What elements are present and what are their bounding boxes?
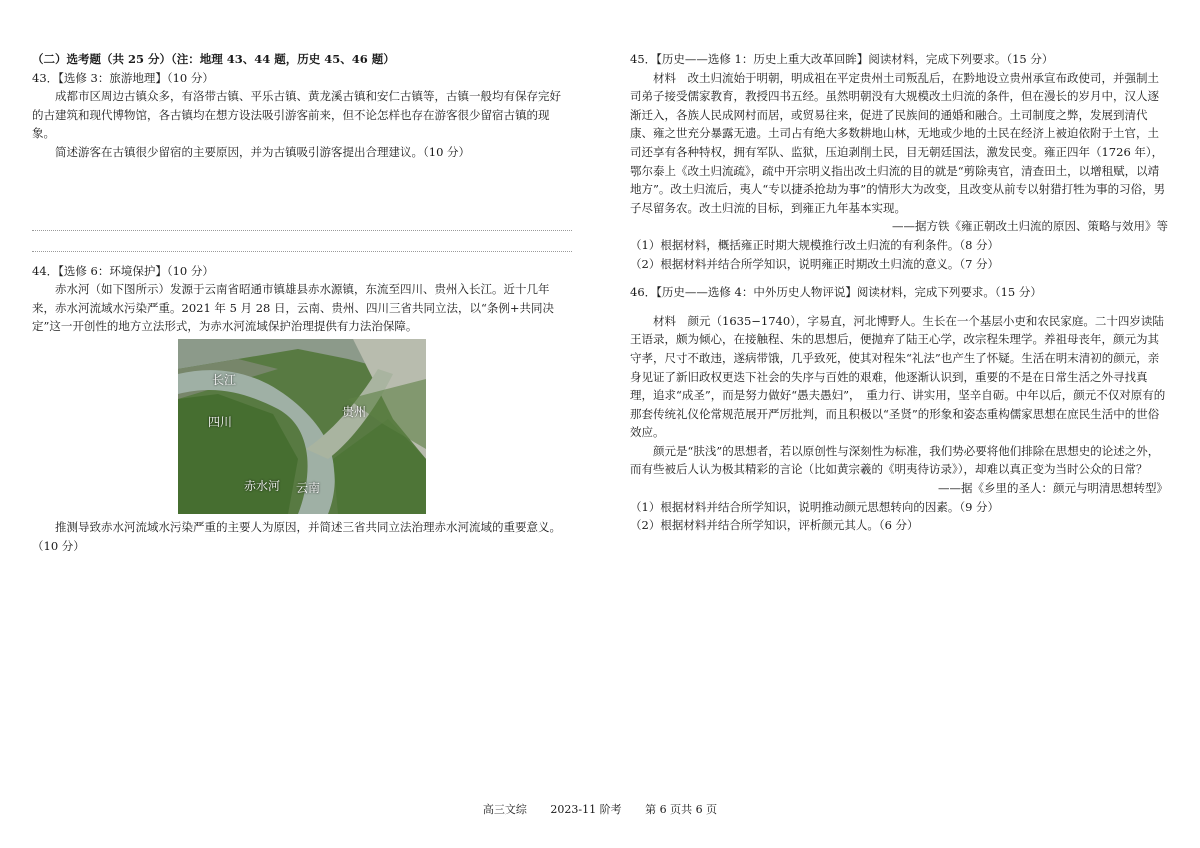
- q45-sub1: （1）根据材料，概括雍正时期大规模推行改土归流的有利条件。（8 分）: [630, 237, 1000, 252]
- label-changjiang: 长江: [212, 372, 237, 387]
- footer-page: 第 6 页共 6 页: [645, 803, 718, 816]
- q46-sub1: （1）根据材料并结合所学知识，说明推动颜元思想转向的因素。（9 分）: [630, 499, 1000, 514]
- right-column: [630, 50, 1168, 535]
- q43-question: 简述游客在古镇很少留宿的主要原因，并为古镇吸引游客提出合理建议。（10 分）: [55, 144, 471, 159]
- q46-sub2: （2）根据材料并结合所学知识，评析颜元其人。（6 分）: [630, 518, 919, 533]
- q46-title: 46．【历史——选修 4：中外历史人物评说】阅读材料，完成下列要求。（15 分）: [630, 285, 1042, 300]
- q44-material: 赤水河（如下图所示）发源于云南省昭通市镇雄县赤水源镇，东流至四川、贵州入长江。近十几年来，赤水河流域水污染严重。2021 年 5 月 28 日，云南、贵州、四川三省共同立法，以“条例+共同决定”这一开创性的地方立法形式，为赤水河流域保护治理提供有力法治保障。: [32, 282, 555, 334]
- answer-divider: [32, 216, 572, 231]
- q45-title: 45．【历史——选修 1：历史上重大改革回眸】阅读材料，完成下列要求。（15 分）: [630, 52, 1054, 66]
- q45-sub2: （2）根据材料并结合所学知识，说明雍正时期改土归流的意义。（7 分）: [630, 256, 1000, 271]
- left-column: [32, 50, 572, 555]
- chishui-river-photo: [178, 339, 426, 514]
- q45-source: ——据方铁《雍正朝改土归流的原因、策略与效用》等: [892, 219, 1168, 234]
- section-title: （二）选考题（共 25 分）（注：地理 43、44 题，历史 45、46 题）: [32, 52, 395, 66]
- page-footer: [0, 801, 1200, 817]
- answer-divider: [32, 237, 572, 252]
- q46-material1: 材料 颜元（1635−1740），字易直，河北博野人。生长在一个基层小吏和农民家庭。二十四岁读陆王语录，颇为倾心，在接触程、朱的思想后，便抛弃了陆王心学，改宗程朱理学。养祖母丧年，颜元为其守孝，尺寸不敢违，遂病带饿，几乎致死，使其对程朱“礼法”也产生了怀疑。生活在明末清初的颜元，亲身见证了新旧政权更迭下社会的失序与百姓的艰难，他逐渐认识到，重要的不是在日常生活之外寻找真理，追求“成圣”，而是努力做好“愚夫愚妇”， 重力行、讲实用，坚辛自砺。中年以后，颜元不仅对原有的那套传统礼仪伦常规范展开严厉批判，而且积极以“圣贤”的形象和姿态重构儒家思想在庶民生活中的世俗效应。: [630, 313, 1166, 440]
- q46-material2: 颜元是“肤浅”的思想者，若以原创性与深刻性为标准，我们势必要将他们排除在思想史的论述之外，而有些被后人认为极其精彩的言论（比如黄宗羲的《明夷待访录》），却难以真正变为当时公众的日常？: [630, 443, 1160, 477]
- q44-question: 推测导致赤水河流域水污染严重的主要人为原因，并简述三省共同立法治理赤水河流域的重要意义。（10 分）: [32, 519, 561, 553]
- label-yunnan: 云南: [296, 480, 321, 495]
- footer-exam: 2023-11 阶考: [550, 803, 622, 816]
- label-chishuihe: 赤水河: [244, 478, 281, 493]
- label-guizhou: 贵州: [342, 404, 367, 419]
- q45-material: 材料 改土归流始于明朝，明成祖在平定贵州土司叛乱后，在黔地设立贵州承宣布政使司，并强制土司弟子接受儒家教育，教授四书五经。虽然明朝没有大规模改土归流的条件，但在漫长的岁月中，汉人逐渐迁入，各族人民成网村而居，或贸易往来，促进了民族间的通婚和融合。土司制度之弊，发展到清代康、雍之世充分暴露无遗。土司占有绝大多数耕地山林，无地或少地的土民在经济上被迫依附于土官，土司还享有各种特权，拥有军队、监狱，压迫剥削土民，目无朝廷国法，激发民变。雍正四年（1726 年），鄂尔泰上《改土归流疏》，疏中开宗明义指出改土归流的目的就是“剪除夷官，清查田土，以增租赋，以靖地方”。改土归流后，夷人“专以捷杀抢劫为事”的情形大为改变，且改变从前专以射猎打牲为事的习俗，男子尽留务农。改土归流的目标，到雍正九年基本实现。: [630, 70, 1166, 215]
- label-sichuan: 四川: [208, 414, 233, 429]
- q43-title: 43．【选修 3：旅游地理】（10 分）: [32, 70, 214, 85]
- footer-subject: 高三文综: [482, 803, 527, 816]
- q46-source: ——据《乡里的圣人：颜元与明清思想转型》: [938, 481, 1168, 496]
- q43-material: 成都市区周边古镇众多，有洛带古镇、平乐古镇、黄龙溪古镇和安仁古镇等，古镇一般均有保存完好的古建筑和现代博物馆，各古镇均在想方设法吸引游客前来，但不论怎样也存在游客很少留宿古镇的现象。: [32, 89, 561, 141]
- q44-title: 44．【选修 6：环境保护】（10 分）: [32, 263, 214, 278]
